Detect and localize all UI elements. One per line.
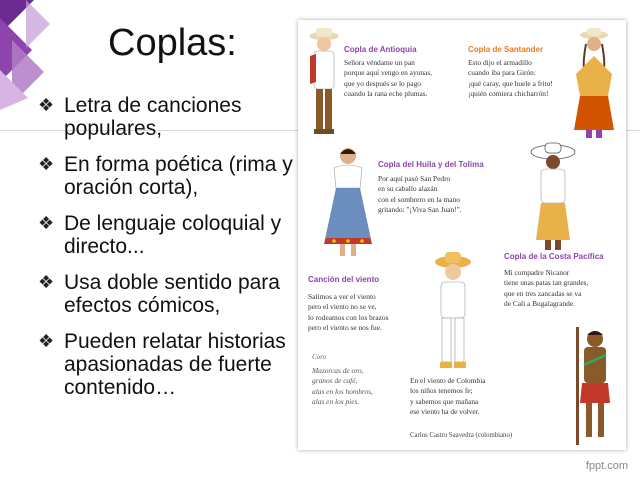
bullet-item: ❖ Usa doble sentido para efectos cómicos, (38, 271, 280, 317)
copla-antioquia-text: Señora véndame un pan porque aquí vengo en ayunas, que yo después se lo pago cuando la rana eche plumas. (344, 58, 433, 99)
diamond-bullet-icon: ❖ (38, 331, 55, 351)
slide-title: Coplas: (108, 22, 237, 64)
pacific-man-illustration (568, 325, 618, 447)
bullet-item: ❖ De lenguaje coloquial y directo... (38, 212, 282, 258)
antioquia-man-illustration (304, 26, 344, 146)
coplas-image-panel (298, 20, 626, 450)
huila-man-illustration (526, 140, 580, 258)
santander-woman-illustration (568, 26, 620, 144)
bullet-item: ❖ Pueden relatar historias apasionadas de fuerte contenido… (38, 330, 286, 399)
copla-pacifica-title: Copla de la Costa Pacífica (504, 252, 604, 261)
cancion-viento-closing-text: En el viento de Colombia los niños tenemos fe; y sabemos que mañana ese viento ha de volver. (410, 376, 486, 417)
cancion-viento-title: Canción del viento (308, 275, 380, 284)
footer-watermark: fppt.com (585, 460, 628, 472)
copla-santander-title: Copla de Santander (468, 45, 544, 54)
copla-huila-text: Por aquí pasó San Pedro en su caballo alazán con el sombrero en la mano gritando: "¡Viva San Juan!". (378, 174, 462, 215)
coro-label: Coro (312, 353, 327, 361)
author-signature: Carlos Castro Saavedra (colombiano) (410, 432, 513, 439)
boy-illustration (428, 250, 478, 378)
bullet-item: ❖ Letra de canciones populares, (38, 94, 242, 140)
huila-woman-illustration (320, 144, 376, 264)
diamond-bullet-icon: ❖ (38, 272, 55, 292)
diamond-bullet-icon: ❖ (38, 95, 55, 115)
copla-huila-title: Copla del Huila y del Tolima (378, 160, 484, 169)
bullet-list (38, 94, 298, 412)
diamond-bullet-icon: ❖ (38, 154, 55, 174)
cancion-viento-text: Salimos a ver el viento pero el viento no se ve, lo rodeamos con los brazos pero el viento se nos fue. (308, 292, 389, 333)
bullet-item: ❖ En forma poética (rima y oración corta), (38, 153, 293, 199)
copla-santander-text: Esto dijo el armadillo cuando iba para Girón: ¡qué caray, que huele a frito! ¡quién comiera chicharrón! (468, 58, 553, 99)
copla-antioquia-title: Copla de Antioquia (344, 45, 417, 54)
coro-text: Mazorcas de oro, granos de café, alas en los hombros, alas en los pies. (312, 366, 373, 407)
copla-pacifica-text: Mi compadre Nicanor tiene unas patas tan grandes, que en tres zancadas se va de Cali a Bugalagrande. (504, 268, 589, 309)
diamond-bullet-icon: ❖ (38, 213, 55, 233)
